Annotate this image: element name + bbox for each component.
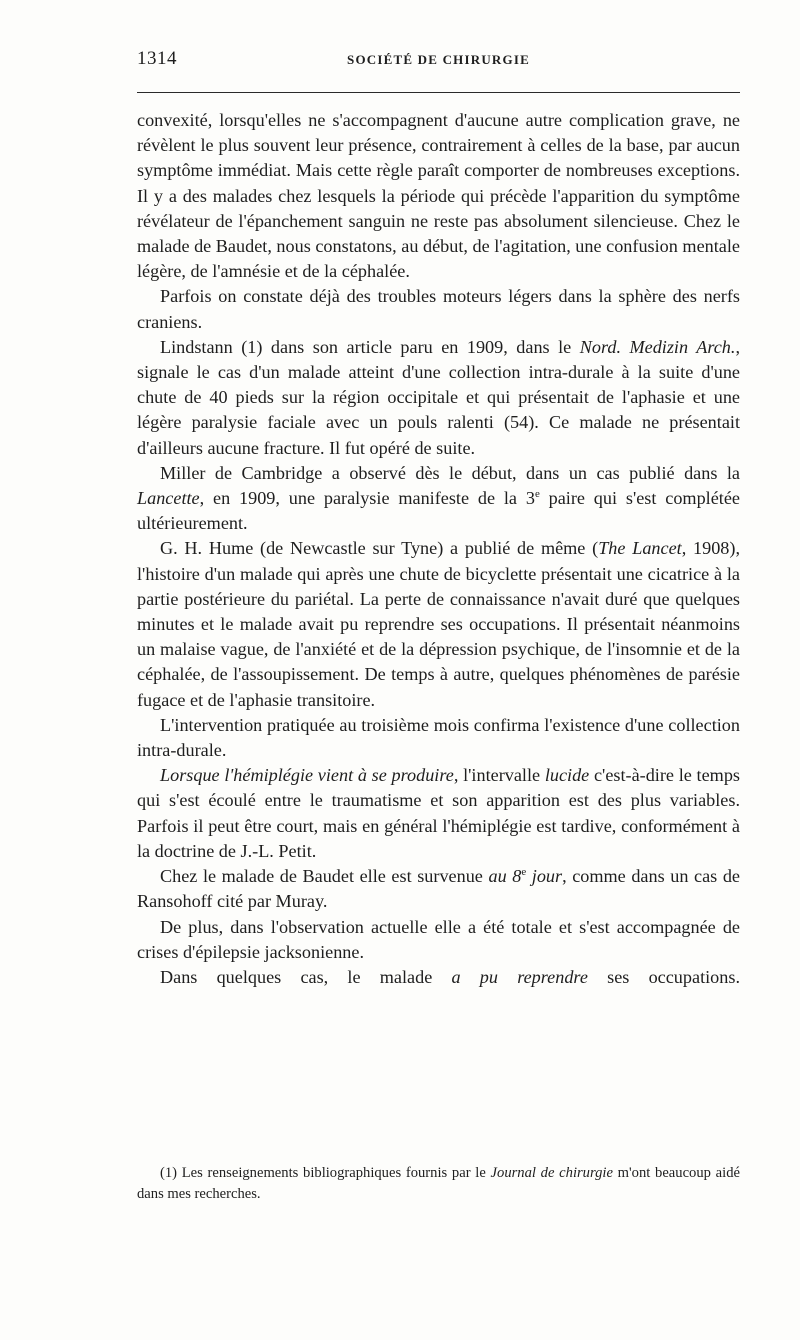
footnote-1 — [137, 1163, 740, 1205]
journal-name-lancette: Lancette — [137, 488, 200, 509]
paragraph-10-text-c: ses occupations. — [587, 966, 740, 987]
paragraph-10-text-a: Dans quelques cas, le malade — [160, 966, 452, 987]
journal-title: SOCIÉTÉ DE CHIRURGIE — [347, 52, 530, 67]
paragraph-8 — [137, 864, 740, 914]
paragraph-8-italic-au: au 8 — [488, 866, 522, 887]
body-text — [137, 108, 740, 990]
paragraph-1: convexité, lorsqu'elles ne s'accompagnent d'aucune autre complication grave, ne révèlent le plus souvent leur présence, contrairement à celles de la base, par aucun symptôme immédiat. Mais cette règle paraît comporter de nombreuses exceptions. Il y a des malades chez lesquels la période qui précède l'apparition du symptôme révélateur de l'épanchement sanguin ne reste pas absolument silencieuse. Chez le malade de Baudet, nous constatons, au début, de l'agitation, une confusion mentale légère, de l'amnésie et de la céphalée. — [137, 110, 740, 282]
ordinal-superscript: e — [534, 487, 540, 500]
page-number: 1314 — [137, 48, 177, 69]
paragraph-7-text-d: c'est-à-dire le temps qui s'est écoulé entre le traumatisme et son apparition est des plus variables. Parfois il peut être court, mais en général l'hémiplégie est tardive, conformément à la doctrine de J.-L. Petit. — [137, 765, 740, 861]
paragraph-7 — [137, 763, 740, 864]
paragraph-10 — [137, 965, 740, 990]
paragraph-4 — [137, 461, 740, 537]
journal-name-nord-medizin: Nord. Medizin Arch. — [579, 336, 736, 357]
paragraph-5-text-c: , 1908), l'histoire d'un malade qui après une chute de bicyclette présentait une cicatrice à la partie postérieure du pariétal. La perte de connaissance n'avait duré que quelques minutes et le malade avait pu reprendre ses occupations. Il présentait néanmoins un malaise vague, de l'anxiété et de la dépression psychique, de l'insomnie et de la céphalée, de l'assoupissement. De temps à autre, quelques phénomènes de parésie fugace et de l'aphasie transitoire. — [137, 538, 740, 710]
paragraph-8-text-a: Chez le malade de Baudet elle est survenue — [160, 866, 489, 887]
paragraph-3 — [137, 335, 740, 461]
paragraph-6: L'intervention pratiquée au troisième mois confirma l'existence d'une collection intra-durale. — [137, 714, 740, 761]
footnote-text-c: m'ont beaucoup aidé dans mes recherches. — [137, 1165, 740, 1202]
paragraph-5-text-a: G. H. Hume (de Newcastle sur Tyne) a publié de même ( — [160, 538, 599, 559]
footnote-journal-name: Journal de chirurgie — [490, 1165, 613, 1181]
paragraph-5 — [137, 536, 740, 712]
ordinal-superscript: e — [521, 866, 527, 879]
running-head — [137, 48, 740, 74]
paragraph-7-italic-lead: Lorsque l'hémiplégie vient à se produire — [160, 765, 454, 786]
footnote — [137, 1163, 740, 1205]
paragraph-9: De plus, dans l'observation actuelle elle a été totale et s'est accompagnée de crises d'épilepsie jacksonienne. — [137, 916, 740, 962]
paragraph-7-text-b: , l'intervalle — [453, 765, 545, 786]
paragraph-10-italic: a pu reprendre — [451, 966, 588, 987]
paragraph-3-text-a: Lindstann (1) dans son article paru en 1909, dans le — [160, 336, 580, 357]
paragraph-8-text-e: , comme dans un cas de Ransohoff cité par Muray. — [137, 866, 740, 912]
footnote-text-a: (1) Les renseignements bibliographiques fournis par le — [160, 1165, 491, 1181]
journal-name-the-lancet: The Lancet — [598, 538, 682, 559]
paragraph-4-text-e: paire qui s'est complétée ultérieurement. — [137, 488, 740, 534]
header-rule — [137, 92, 740, 93]
paragraph-2: Parfois on constate déjà des troubles moteurs légers dans la sphère des nerfs craniens. — [137, 286, 740, 332]
paragraph-4-text-c: , en 1909, une paralysie manifeste de la 3 — [199, 488, 535, 509]
paragraph-4-text-a: Miller de Cambridge a observé dès le début, dans un cas publié dans la — [160, 462, 740, 483]
paragraph-7-italic-lucide: lucide — [544, 765, 590, 786]
paragraph-3-text-c: , signale le cas d'un malade atteint d'une collection intra-durale à la suite d'une chute de 40 pieds sur la région occipitale et qui présentait de l'aphasie et une légère paralysie faciale avec un pouls ralenti (54). Ce malade ne présentait d'ailleurs aucune fracture. Il fut opéré de suite. — [137, 336, 740, 458]
paragraph-8-italic-jour: jour — [526, 866, 563, 887]
